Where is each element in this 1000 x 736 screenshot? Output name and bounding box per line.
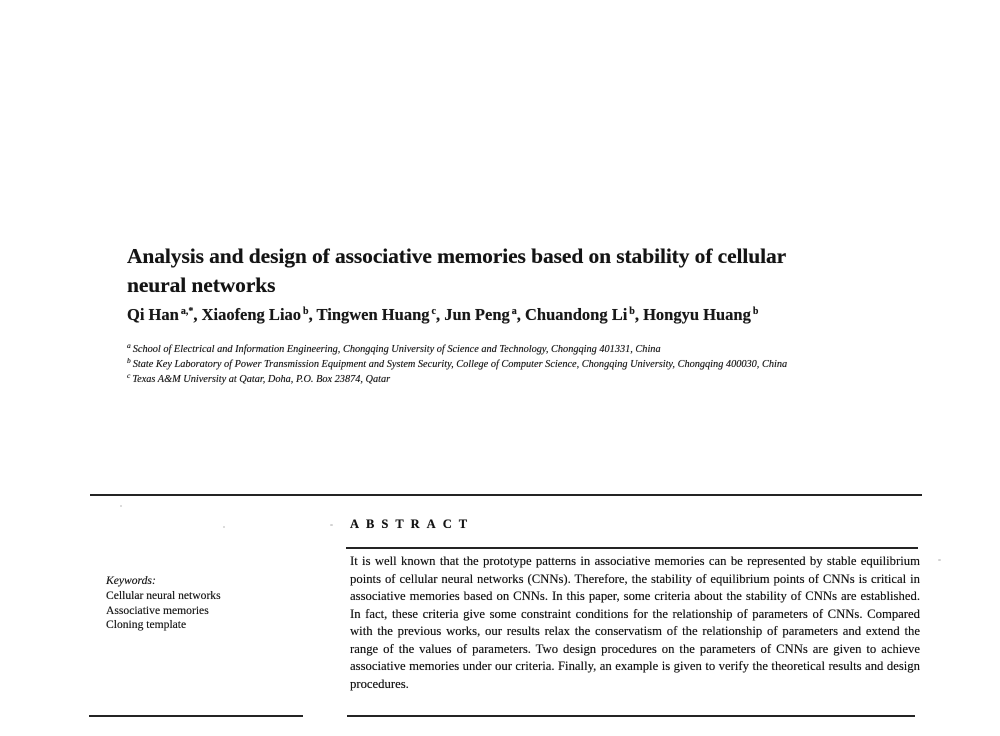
author-name-text: Jun Peng	[444, 305, 510, 324]
keywords-heading: Keywords:	[106, 574, 156, 587]
affiliation-a	[127, 342, 967, 357]
paper-title-line-2: neural networks	[127, 273, 276, 297]
affiliation-text: State Key Laboratory of Power Transmission Equipment and System Security, College of Computer Science, Chongqing University, Chongqing 400030, China	[132, 359, 788, 370]
affiliation-b	[127, 357, 967, 372]
author-separator: ,	[516, 305, 526, 324]
author-name	[643, 305, 758, 324]
scan-noise-dot	[938, 559, 941, 561]
author-name-text: Xiaofeng Liao	[201, 305, 302, 324]
author-name-text: Qi Han	[127, 305, 179, 324]
keyword-item: Cloning template	[106, 618, 187, 632]
author-separator: ,	[308, 305, 317, 324]
affiliations-block	[127, 342, 967, 387]
scan-noise-dot	[120, 505, 122, 507]
author-name	[525, 305, 643, 324]
header-divider-rule	[90, 494, 922, 496]
paper-title	[127, 242, 927, 300]
affiliation-text: Texas A&M University at Qatar, Doha, P.O. Box 23874, Qatar	[132, 374, 391, 385]
author-affiliation-mark: a,*	[180, 305, 194, 317]
footer-divider-right-rule	[347, 715, 915, 717]
author-separator: ,	[435, 305, 445, 324]
keyword-item: Associative memories	[106, 603, 209, 617]
abstract-heading: ABSTRACT	[350, 517, 475, 531]
author-affiliation-mark: b	[303, 305, 309, 317]
keyword-item: Cellular neural networks	[106, 588, 221, 602]
author-name	[317, 305, 445, 324]
author-separator: ,	[193, 305, 202, 324]
author-name-text: Tingwen Huang	[316, 305, 430, 324]
author-separator: ,	[634, 305, 644, 324]
affiliation-mark: c	[127, 370, 131, 380]
author-name	[202, 305, 317, 324]
author-affiliation-mark: a	[511, 305, 517, 317]
author-name	[127, 305, 202, 324]
paper-title-line-1: Analysis and design of associative memories based on stability of cellular	[127, 244, 787, 268]
author-affiliation-mark: c	[431, 305, 436, 317]
affiliation-mark: b	[127, 355, 131, 365]
author-name-text: Hongyu Huang	[643, 305, 751, 324]
affiliation-c	[127, 372, 967, 387]
author-name-text: Chuandong Li	[525, 305, 628, 324]
affiliation-mark: a	[127, 340, 131, 350]
keywords-block	[106, 574, 336, 633]
footer-divider-left-rule	[89, 715, 303, 717]
author-affiliation-mark: b	[752, 305, 759, 317]
scan-noise-dot	[223, 526, 225, 528]
abstract-text: It is well known that the prototype patterns in associative memories can be represented by stable equilibrium points of cellular neural networks (CNNs). Therefore, the stability of equilibrium points of CNNs is critical in associative memories based on CNNs. In this paper, some criteria about the stability of CNNs are established. In fact, these criteria give some constraint conditions for the relationship of parameters of CNNs. Compared with the previous works, our results relax the conservatism of the relationship of parameters and extend the range of the values of parameters. Two design procedures on the parameters of CNNs are given to achieve associative memories under our criteria. Finally, an example is given to verify the theoretical results and design procedures.	[350, 554, 920, 691]
author-line	[127, 305, 927, 325]
scan-noise-dot	[330, 524, 333, 526]
affiliation-text: School of Electrical and Information Engineering, Chongqing University of Science and Technology, Chongqing 401331, China	[132, 344, 661, 355]
abstract-heading-rule	[346, 547, 918, 549]
author-name	[444, 305, 525, 324]
author-affiliation-mark: b	[629, 305, 635, 317]
